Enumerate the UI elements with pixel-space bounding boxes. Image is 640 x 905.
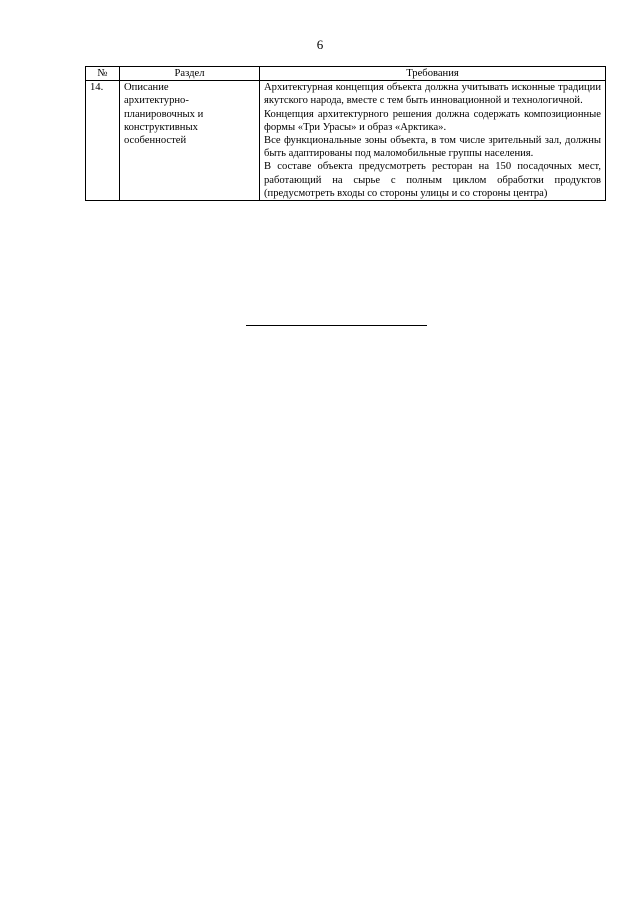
row-section [120, 81, 260, 201]
section-line: архитектурно- [124, 95, 189, 107]
header-section: Раздел [120, 67, 260, 81]
section-line: особенностей [124, 135, 187, 147]
page-number: 6 [316, 37, 324, 52]
requirements-table [85, 66, 606, 201]
table-header-row [86, 67, 606, 81]
requirement-paragraph: Все функциональные зоны объекта, в том числе зрительный зал, должны быть адаптированы под маломобильные группы населения. [264, 135, 601, 160]
end-of-document-rule [246, 325, 427, 326]
header-number: № [86, 67, 120, 81]
table-row [86, 81, 606, 201]
requirement-paragraph: В составе объекта предусмотреть ресторан на 150 посадочных мест, работающий на сырье с полным циклом обработки продуктов (предусмотреть входы со стороны улицы и со стороны центра) [264, 161, 601, 199]
header-requirements: Требования [260, 67, 606, 81]
row-number: 14. [86, 81, 120, 201]
section-line: конструктивных [124, 121, 198, 133]
section-line: Описание [124, 82, 169, 94]
requirement-paragraph: Концепция архитектурного решения должна содержать композиционные формы «Три Урасы» и образ «Арктика». [264, 108, 601, 133]
row-requirements [260, 81, 606, 201]
section-line: планировочных и [124, 108, 204, 120]
requirement-paragraph: Архитектурная концепция объекта должна учитывать исконные традиции якутского народа, вместе с тем быть инновационной и технологичной. [264, 82, 601, 107]
